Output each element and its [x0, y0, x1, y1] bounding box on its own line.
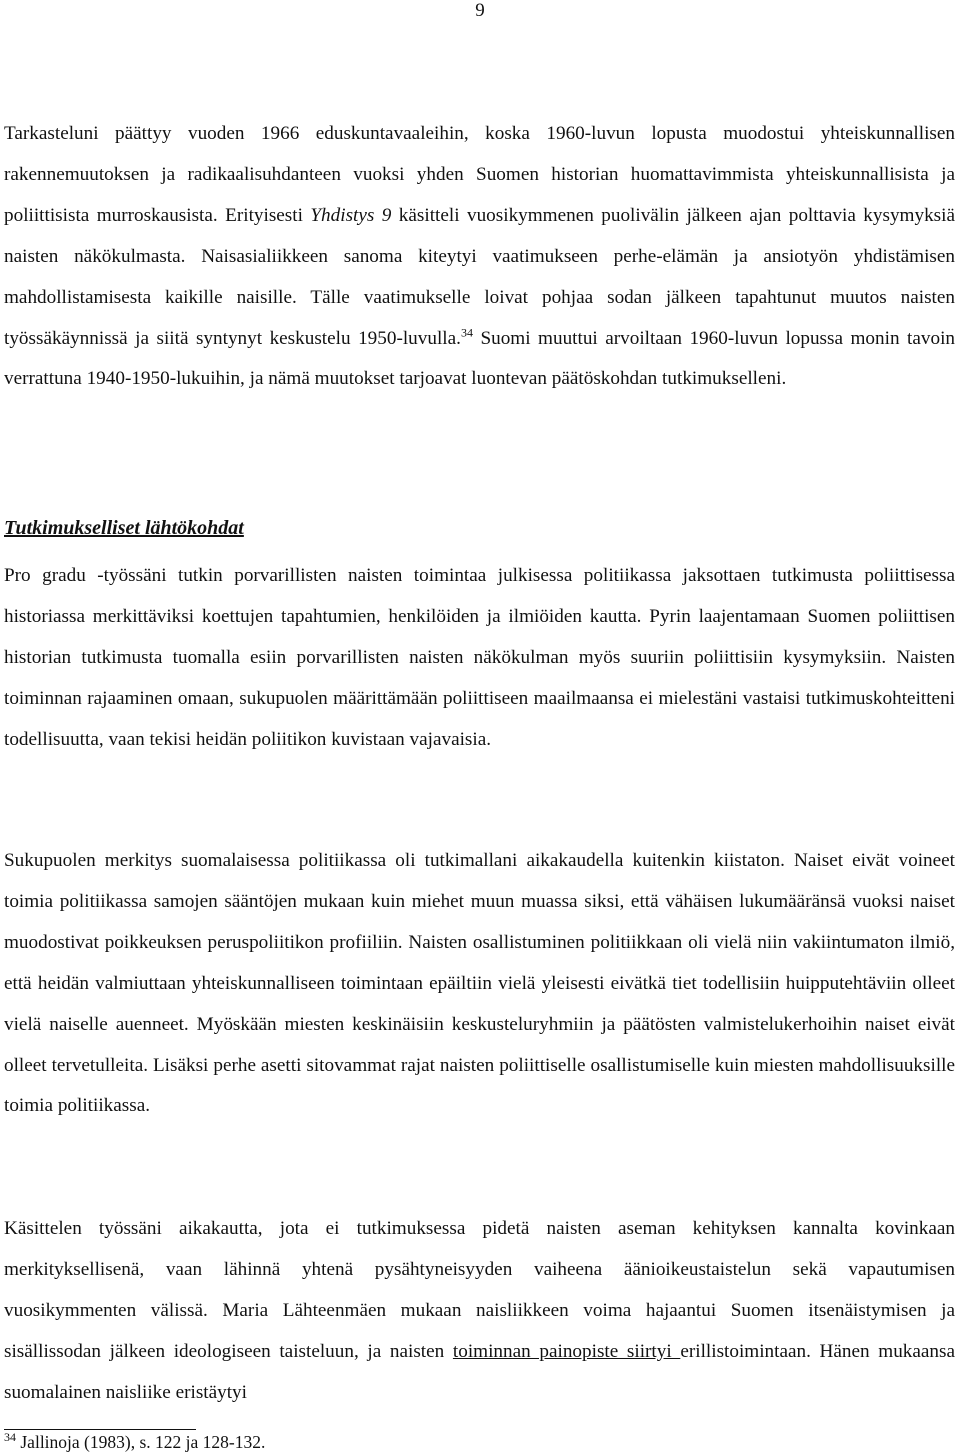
paragraph-scope: [4, 114, 955, 400]
italic-title: Yhdistys 9: [310, 204, 392, 226]
paragraph-text: Suomi muuttui arvoiltaan 1960-luvun lopussa monin tavoin verrattuna 1940-1950-lukuihin, ja nämä muutokset tarjoavat luontevan päätöskohdan tutkimukselleni.: [4, 327, 956, 390]
paragraph-text: erillistoimintaan. Hänen mukaansa suomalainen naisliike eristäytyi: [4, 1340, 956, 1403]
paragraph-text: Käsittelen työssäni aikakautta, jota ei tutkimuksessa pidetä naisten aseman kehityksen kannalta kovinkaan merkityksellisenä, vaan lähinnä yhtenä pysähtyneisyyden vaiheena äänioikeustaistelun sekä vapautumisen vuosikymmenten välissä. Maria Lähteenmäen mukaan naisliikkeen voima hajaantui Suomen itsenäistymisen ja sisällissodan jälkeen ideologiseen taisteluun, ja naisten: [4, 1218, 955, 1362]
paragraph-text: Tarkasteluni päättyy vuoden 1966 eduskuntavaaleihin, koska 1960-luvun lopusta muodostui yhteiskunnallisen rakennemuutoksen ja radikaalisuhdanteen vuoksi yhden Suomen historian huomattavimmista yhteiskunnallisista ja poliittisista murroskausista. Erityisesti: [4, 123, 955, 226]
underlined-text: toiminnan painopiste siirtyi: [452, 1340, 681, 1362]
footnote-number: 34: [4, 1430, 16, 1445]
footnote-reference[interactable]: 34: [460, 325, 473, 340]
footnote-text: Jallinoja (1983), s. 122 ja 128-132.: [16, 1432, 266, 1452]
paragraph-text: käsitteli vuosikymmenen puolivälin jälkeen ajan polttavia kysymyksiä naisten näkökulmasta. Naisasialiikkeen sanoma kiteytyi vaatimukseen perhe-elämän ja ansiotyön yhdistämisen mahdollistamisesta kaikille naisille. Tälle vaatimukselle loivat pohjaa sodan jälkeen tapahtunut muutos naisten työssäkäynnissä ja siitä syntynyt keskustelu 1950-luvulla.: [4, 204, 955, 349]
paragraph-research-approach: Pro gradu -työssäni tutkin porvarillisten naisten toimintaa julkisessa politiikassa jaksottaen tutkimusta poliittisessa historiassa merkittäviksi koettujen tapahtumien, henkilöiden ja ilmiöiden kautta. Pyrin laajentamaan Suomen poliittisen historian tutkimusta tuomalla esiin porvarillisten naisten näkökulman myös suuriin poliittisiin kysymyksiin. Naisten toiminnan rajaaminen omaan, sukupuolen määrittämään poliittiseen maailmaansa ei mielestäni vastaisi tutkimuskohteitteni todellisuutta, vaan tekisi heidän poliitikon kuvistaan vajavaisia.: [4, 565, 955, 750]
page-number: 9: [475, 0, 485, 21]
paragraph-period: [4, 1209, 955, 1414]
section-heading: Tutkimukselliset lähtökohdat: [4, 517, 244, 539]
paragraph-gender-significance: Sukupuolen merkitys suomalaisessa politiikassa oli tutkimallani aikakaudella kuitenkin kiistaton. Naiset eivät voineet toimia politiikassa samojen sääntöjen mukaan kuin miehet muun muassa siksi, että vähäisen lukumääränsä vuoksi naiset muodostivat poikkeuksen peruspoliitikon profiiliin. Naisten osallistuminen politiikkaan oli vielä niin vakiintumaton ilmiö, että heidän valmiuttaan yhteiskunnalliseen toimintaan epäiltiin vielä yleisesti eivätkä tiet todellisiin huipputehtäviin olleet vielä naiselle auenneet. Myöskään miesten keskinäisiin keskusteluryhmiin ja päätösten valmistelukerhoihin naiset eivät olleet tervetulleita. Lisäksi perhe asetti sitovammat rajat naisten poliittiselle osallistumiselle kuin miesten mahdollisuuksille toimia politiikassa.: [4, 850, 955, 1117]
footnote: [4, 1429, 604, 1455]
